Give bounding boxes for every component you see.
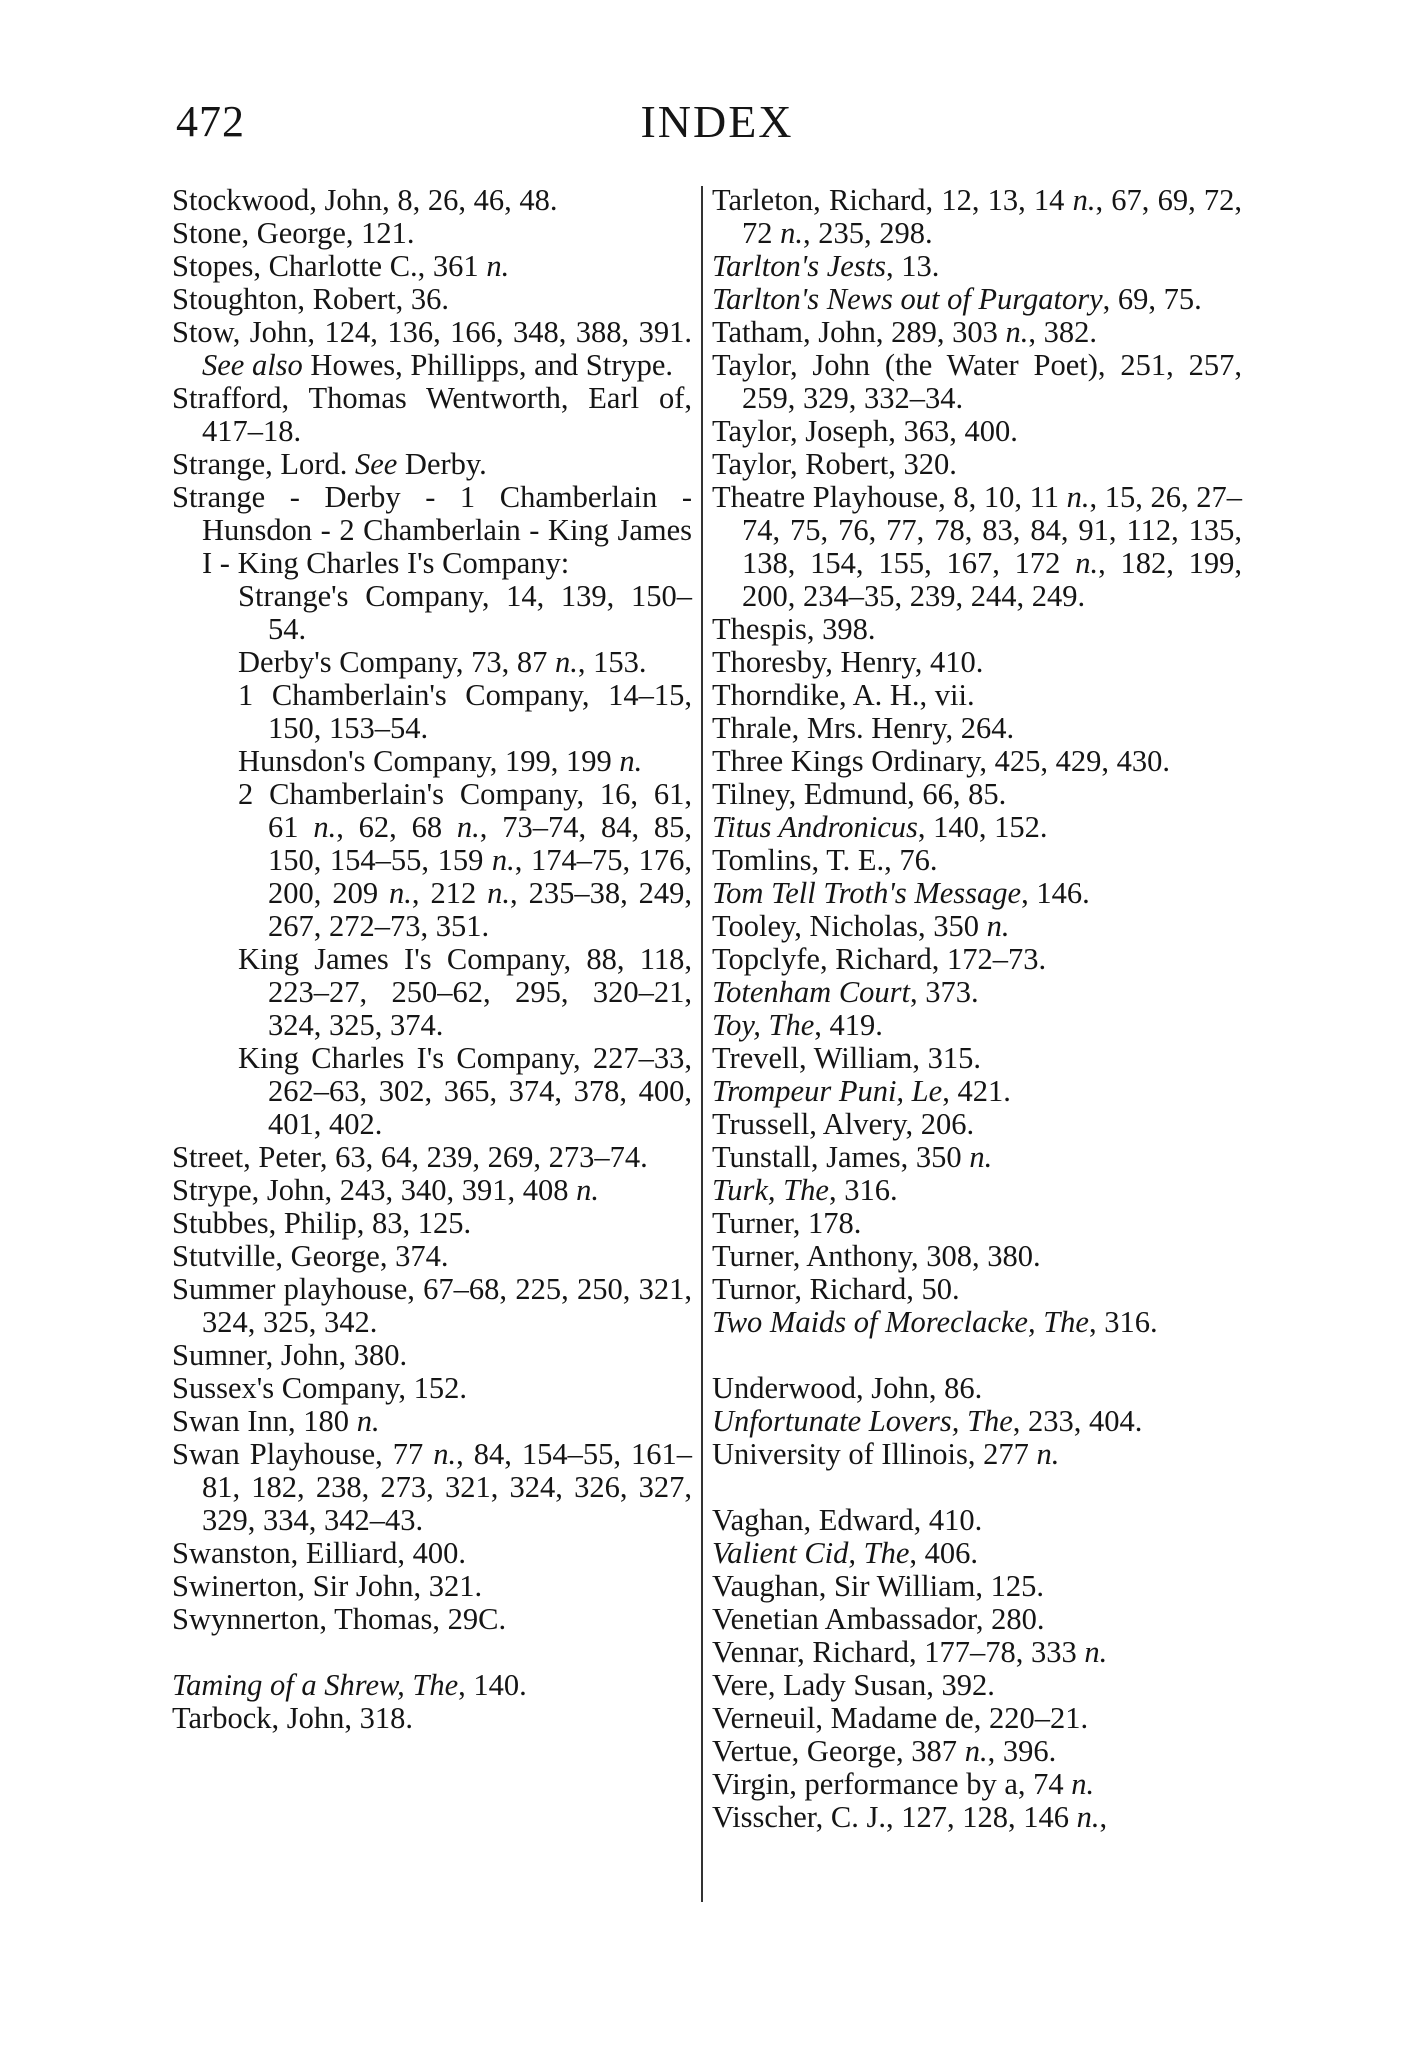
- entry-text: , 316.: [1088, 1305, 1158, 1339]
- entry-text: n.: [619, 744, 643, 778]
- index-entry: [172, 1537, 692, 1570]
- index-entry: [712, 283, 1242, 316]
- index-entry: [712, 613, 1242, 646]
- index-column-right: [712, 184, 1242, 1834]
- entry-text: Tooley, Nicholas, 350: [712, 909, 987, 943]
- entry-text: Turnor, Richard, 50.: [712, 1272, 960, 1306]
- entry-text: Summer playhouse, 67–68, 225, 250, 321, 324, 325, 342.: [172, 1272, 692, 1339]
- index-entry: [712, 1801, 1242, 1834]
- index-entry: [172, 217, 692, 250]
- index-subentry: [238, 745, 692, 778]
- entry-text: , 382.: [1028, 315, 1098, 349]
- entry-text: , 15, 26, 27–74, 75, 76, 77, 78, 83, 84, 91, 112, 135, 138, 154, 155, 167, 172: [742, 480, 1242, 580]
- entry-text: Verneuil, Madame de, 220–21.: [712, 1701, 1089, 1735]
- entry-text: Tarlton's News out of Purgatory: [712, 282, 1103, 316]
- index-entry: [172, 481, 692, 580]
- index-entry: [712, 1405, 1242, 1438]
- entry-text: n.: [780, 216, 803, 250]
- index-entry: [712, 910, 1242, 943]
- entry-text: Taylor, John (the Water Poet), 251, 257, 259, 329, 332–34.: [712, 348, 1242, 415]
- index-subentry: [238, 580, 692, 646]
- index-entry: [172, 1174, 692, 1207]
- entry-text: , 62, 68: [336, 810, 457, 844]
- entry-text: , 212: [411, 876, 488, 910]
- entry-text: Stoughton, Robert, 36.: [172, 282, 450, 316]
- entry-text: Swynnerton, Thomas, 29C.: [172, 1602, 507, 1636]
- entry-text: Valient Cid, The: [712, 1536, 910, 1570]
- index-entry: [172, 1702, 692, 1735]
- entry-text: Vennar, Richard, 177–78, 333: [712, 1635, 1085, 1669]
- entry-text: Howes, Phillipps, and Strype.: [302, 348, 674, 382]
- page-title: INDEX: [640, 96, 794, 147]
- entry-text: Sussex's Company, 152.: [172, 1371, 467, 1405]
- index-entry: [712, 778, 1242, 811]
- entry-text: , 140.: [458, 1668, 527, 1702]
- entry-text: Strange - Derby - 1 Chamberlain - Hunsdon - 2 Chamberlain - King James I - King Charles I's Company:: [172, 480, 692, 580]
- index-entry: [712, 250, 1242, 283]
- entry-text: Thorndike, A. H., vii.: [712, 678, 975, 712]
- entry-text: Stopes, Charlotte C., 361: [172, 249, 487, 283]
- index-entry: [712, 1438, 1242, 1471]
- entry-text: Two Maids of Moreclacke, The: [712, 1305, 1089, 1339]
- index-entry: [172, 1372, 692, 1405]
- entry-text: Vertue, George, 387: [712, 1734, 965, 1768]
- index-entry: [712, 844, 1242, 877]
- entry-text: n.: [486, 249, 510, 283]
- entry-text: Stutville, George, 374.: [172, 1239, 449, 1273]
- index-entry: [172, 1603, 692, 1636]
- index-entry: [712, 811, 1242, 844]
- entry-text: , 140, 152.: [917, 810, 1048, 844]
- entry-text: Tunstall, James, 350: [712, 1140, 970, 1174]
- entry-text: Tom Tell Troth's Message: [712, 876, 1022, 910]
- entry-text: Topclyfe, Richard, 172–73.: [712, 942, 1047, 976]
- index-entry: [172, 1405, 692, 1438]
- index-entry: [712, 1240, 1242, 1273]
- entry-text: Hunsdon's Company, 199, 199: [238, 744, 620, 778]
- entry-text: Titus Andronicus: [712, 810, 918, 844]
- entry-text: Swinerton, Sir John, 321.: [172, 1569, 483, 1603]
- entry-text: Tarleton, Richard, 12, 13, 14: [712, 183, 1073, 217]
- index-entry: [712, 1669, 1242, 1702]
- index-entry: [712, 1009, 1242, 1042]
- entry-text: , 373.: [910, 975, 979, 1009]
- index-entry: [712, 1702, 1242, 1735]
- entry-text: n.: [1005, 315, 1029, 349]
- index-entry: [172, 316, 692, 382]
- entry-text: Turk, The: [712, 1173, 829, 1207]
- entry-text: Trompeur Puni, Le: [712, 1074, 943, 1108]
- entry-text: n.: [576, 1173, 599, 1207]
- index-entry: [712, 481, 1242, 613]
- index-entry: [172, 1207, 692, 1240]
- index-entry: [712, 1537, 1242, 1570]
- index-entry: [172, 1570, 692, 1603]
- entry-text: Turner, 178.: [712, 1206, 862, 1240]
- entry-text: Tomlins, T. E., 76.: [712, 843, 938, 877]
- entry-text: , 67, 69, 72, 72: [742, 183, 1243, 250]
- index-entry: [712, 316, 1242, 349]
- entry-text: , 13.: [886, 249, 940, 283]
- entry-text: Swan Inn, 180: [172, 1404, 357, 1438]
- index-subentry: [238, 679, 692, 745]
- entry-text: , 73–74, 84, 85, 150, 154–55, 159: [268, 810, 693, 877]
- entry-text: Visscher, C. J., 127, 128, 146: [712, 1800, 1077, 1834]
- index-entry: [712, 745, 1242, 778]
- entry-text: , 406.: [909, 1536, 979, 1570]
- entry-text: Turner, Anthony, 308, 380.: [712, 1239, 1041, 1273]
- index-entry: [712, 877, 1242, 910]
- entry-text: n.: [491, 843, 515, 877]
- index-entry: [172, 1669, 692, 1702]
- entry-text: 1 Chamberlain's Company, 14–15, 150, 153–54.: [238, 678, 692, 745]
- index-entry: [712, 679, 1242, 712]
- entry-text: Three Kings Ordinary, 425, 429, 430.: [712, 744, 1170, 778]
- entry-text: n.: [1084, 1635, 1108, 1669]
- entry-text: Virgin, performance by a, 74: [712, 1767, 1072, 1801]
- entry-text: University of Illinois, 277: [712, 1437, 1037, 1471]
- entry-text: Taylor, Robert, 320.: [712, 447, 957, 481]
- entry-text: Toy, The: [712, 1008, 815, 1042]
- entry-text: Derby.: [397, 447, 487, 481]
- entry-text: n.: [389, 876, 412, 910]
- index-entry: [712, 1768, 1242, 1801]
- entry-text: Stubbes, Philip, 83, 125.: [172, 1206, 472, 1240]
- index-column-left: [172, 184, 692, 1735]
- index-entry: [712, 1306, 1242, 1339]
- entry-text: n.: [487, 876, 510, 910]
- index-entry: [172, 1240, 692, 1273]
- entry-text: Theatre Playhouse, 8, 10, 11: [712, 480, 1067, 514]
- entry-text: Thespis, 398.: [712, 612, 876, 646]
- index-entry: [712, 1504, 1242, 1537]
- index-entry: [172, 1141, 692, 1174]
- entry-text: ,: [1099, 1800, 1108, 1834]
- index-entry: [172, 250, 692, 283]
- index-entry: [172, 448, 692, 481]
- index-entry: [172, 1273, 692, 1339]
- entry-text: n.: [456, 810, 480, 844]
- entry-text: n.: [433, 1437, 457, 1471]
- entry-text: n.: [964, 1734, 988, 1768]
- entry-text: Street, Peter, 63, 64, 239, 269, 273–74.: [172, 1140, 648, 1174]
- index-entry: [712, 646, 1242, 679]
- entry-text: , 174–75, 176, 200, 209: [268, 843, 693, 910]
- entry-text: Strype, John, 243, 340, 391, 408: [172, 1173, 577, 1207]
- entry-text: King Charles I's Company, 227–33, 262–63, 302, 365, 374, 378, 400, 401, 402.: [238, 1041, 692, 1141]
- entry-text: n.: [1066, 480, 1090, 514]
- entry-text: Stockwood, John, 8, 26, 46, 48.: [172, 183, 558, 217]
- entry-text: Venetian Ambassador, 280.: [712, 1602, 1045, 1636]
- page-number: 472: [176, 97, 245, 146]
- index-subentry: [238, 943, 692, 1042]
- entry-text: , 182, 199, 200, 234–35, 239, 244, 249.: [742, 546, 1243, 613]
- index-entry: [712, 712, 1242, 745]
- entry-text: n.: [554, 645, 578, 679]
- entry-text: Unfortunate Lovers, The: [712, 1404, 1013, 1438]
- index-entry: [712, 184, 1242, 250]
- entry-text: Stow, John, 124, 136, 166, 348, 388, 391.: [172, 315, 692, 349]
- entry-text: 2 Chamberlain's Company, 16, 61, 61: [238, 777, 692, 844]
- entry-text: Strange, Lord.: [172, 447, 355, 481]
- index-subentry: [238, 778, 692, 943]
- entry-text: Tilney, Edmund, 66, 85.: [712, 777, 1007, 811]
- entry-text: Tatham, John, 289, 303: [712, 315, 1006, 349]
- entry-text: See: [354, 447, 398, 481]
- index-entry: [712, 1174, 1242, 1207]
- index-entry: [712, 1636, 1242, 1669]
- entry-text: , 396.: [987, 1734, 1057, 1768]
- entry-text: Tarbock, John, 318.: [172, 1701, 413, 1735]
- index-entry: [712, 1372, 1242, 1405]
- entry-text: Taming of a Shrew, The: [172, 1668, 459, 1702]
- entry-text: Swanston, Eilliard, 400.: [172, 1536, 466, 1570]
- entry-text: , 419.: [814, 1008, 883, 1042]
- entry-text: , 233, 404.: [1012, 1404, 1143, 1438]
- entry-text: Underwood, John, 86.: [712, 1371, 983, 1405]
- entry-text: n.: [356, 1404, 380, 1438]
- entry-text: Stone, George, 121.: [172, 216, 415, 250]
- entry-text: Vere, Lady Susan, 392.: [712, 1668, 995, 1702]
- entry-text: , 69, 75.: [1102, 282, 1202, 316]
- entry-text: , 316.: [828, 1173, 898, 1207]
- index-entry: [712, 1108, 1242, 1141]
- index-entry: [712, 1042, 1242, 1075]
- entry-text: Thrale, Mrs. Henry, 264.: [712, 711, 1015, 745]
- entry-text: Derby's Company, 73, 87: [238, 645, 555, 679]
- entry-text: n.: [313, 810, 337, 844]
- index-entry: [712, 1141, 1242, 1174]
- index-subentry: [238, 646, 692, 679]
- index-entry: [712, 1570, 1242, 1603]
- index-entry: [712, 1075, 1242, 1108]
- entry-text: n.: [1072, 183, 1096, 217]
- entry-text: See also: [202, 348, 303, 382]
- index-entry: [712, 976, 1242, 1009]
- index-entry: [712, 349, 1242, 415]
- entry-text: Strafford, Thomas Wentworth, Earl of, 417–18.: [172, 381, 692, 448]
- index-entry: [712, 1603, 1242, 1636]
- entry-text: , 84, 154–55, 161–81, 182, 238, 273, 321, 324, 326, 327, 329, 334, 342–43.: [202, 1437, 692, 1537]
- entry-text: Totenham Court: [712, 975, 911, 1009]
- entry-text: , 146.: [1021, 876, 1090, 910]
- entry-text: Trevell, William, 315.: [712, 1041, 982, 1075]
- index-entry: [172, 184, 692, 217]
- entry-text: , 235, 298.: [803, 216, 933, 250]
- index-entry: [172, 382, 692, 448]
- entry-text: n.: [1076, 1800, 1100, 1834]
- index-entry: [712, 448, 1242, 481]
- index-entry: [172, 1339, 692, 1372]
- entry-text: n.: [986, 909, 1010, 943]
- index-entry: [712, 1273, 1242, 1306]
- index-entry: [712, 1207, 1242, 1240]
- entry-text: Vaughan, Sir William, 125.: [712, 1569, 1044, 1603]
- entry-text: Tarlton's Jests: [712, 249, 887, 283]
- entry-text: n.: [1036, 1437, 1060, 1471]
- entry-text: Sumner, John, 380.: [172, 1338, 408, 1372]
- entry-text: , 153.: [577, 645, 647, 679]
- index-entry: [712, 415, 1242, 448]
- entry-text: Strange's Company, 14, 139, 150–54.: [238, 579, 692, 646]
- index-entry: [172, 283, 692, 316]
- entry-text: Swan Playhouse, 77: [172, 1437, 434, 1471]
- entry-text: n.: [1071, 1767, 1095, 1801]
- entry-text: , 235–38, 249, 267, 272–73, 351.: [268, 876, 692, 943]
- entry-text: Vaghan, Edward, 410.: [712, 1503, 983, 1537]
- entry-text: n.: [1075, 546, 1099, 580]
- entry-text: King James I's Company, 88, 118, 223–27, 250–62, 295, 320–21, 324, 325, 374.: [238, 942, 692, 1042]
- index-entry: [712, 1735, 1242, 1768]
- entry-text: n.: [969, 1140, 993, 1174]
- index-entry: [712, 943, 1242, 976]
- column-divider: [701, 186, 703, 1902]
- entry-text: Thoresby, Henry, 410.: [712, 645, 984, 679]
- entry-text: Trussell, Alvery, 206.: [712, 1107, 975, 1141]
- index-entry: [172, 1438, 692, 1537]
- entry-text: , 421.: [942, 1074, 1011, 1108]
- entry-text: Taylor, Joseph, 363, 400.: [712, 414, 1018, 448]
- index-subentry: [238, 1042, 692, 1141]
